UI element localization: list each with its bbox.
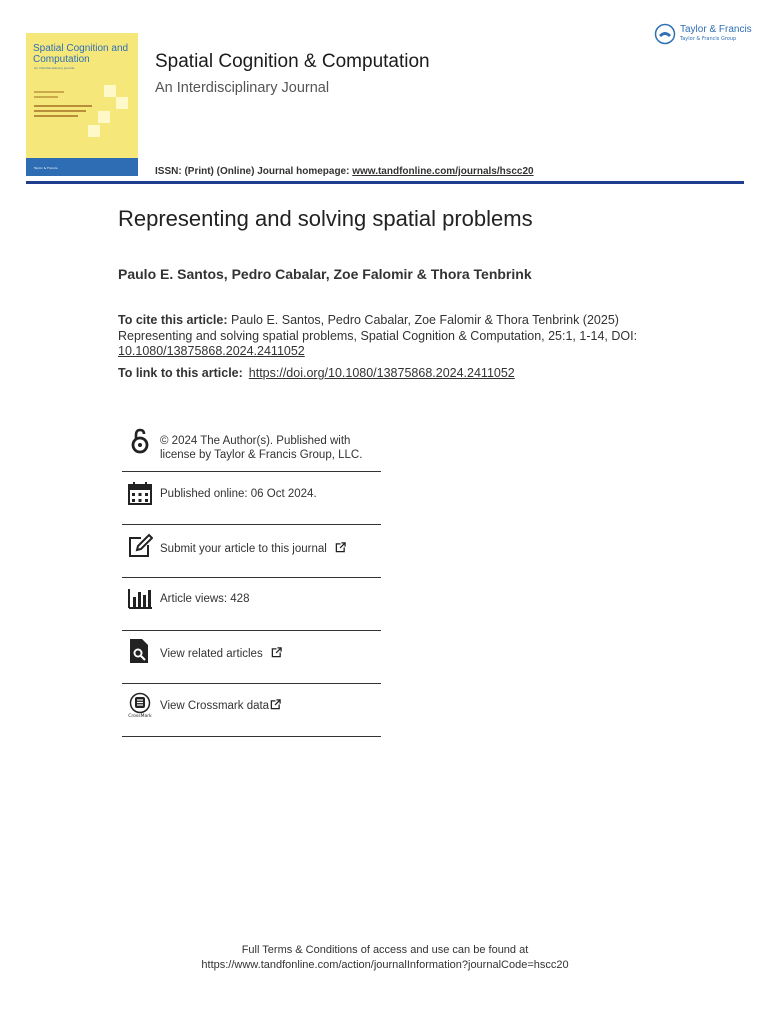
cover-text-line bbox=[34, 115, 78, 117]
related-articles-link[interactable] bbox=[160, 647, 282, 661]
info-divider bbox=[122, 630, 381, 631]
info-divider bbox=[122, 471, 381, 472]
info-divider bbox=[122, 683, 381, 684]
cover-subtitle: An Interdisciplinary Journal bbox=[34, 66, 75, 70]
journal-homepage-link[interactable]: www.tandfonline.com/journals/hscc20 bbox=[352, 166, 534, 177]
citation-block bbox=[118, 313, 658, 360]
article-title: Representing and solving spatial problems bbox=[118, 206, 533, 231]
publisher-logo[interactable] bbox=[654, 23, 754, 47]
publisher-logo-name: Taylor & Francis bbox=[680, 24, 752, 35]
crossmark-icon bbox=[127, 692, 153, 718]
journal-cover-image bbox=[26, 33, 138, 176]
citation-text: Paulo E. Santos, Pedro Cabalar, Zoe Falomir & Thora Tenbrink (2025) Representing and solving spatial problems, Spatial Cognition & Computation, 25:1, 1-14, DOI: bbox=[118, 313, 638, 343]
journal-title: Spatial Cognition & Computation bbox=[155, 51, 430, 72]
related-articles-label: View related articles bbox=[160, 648, 263, 660]
external-link-icon bbox=[271, 647, 282, 658]
issn-line bbox=[155, 166, 534, 177]
bar-chart-icon bbox=[127, 585, 153, 611]
article-authors: Paulo E. Santos, Pedro Cabalar, Zoe Falomir & Thora Tenbrink bbox=[118, 266, 532, 282]
header-divider bbox=[26, 181, 744, 184]
publisher-logo-group: Taylor & Francis Group bbox=[680, 36, 737, 42]
info-divider bbox=[122, 524, 381, 525]
issn-text: ISSN: (Print) (Online) Journal homepage: bbox=[155, 166, 353, 177]
cover-graphic bbox=[88, 125, 100, 137]
cover-graphic bbox=[104, 85, 116, 97]
footer-terms bbox=[0, 943, 770, 973]
cover-graphic bbox=[98, 111, 110, 123]
crossmark-icon-caption: CrossMark bbox=[128, 714, 152, 718]
cover-text-line bbox=[34, 110, 86, 112]
article-link-line bbox=[118, 366, 515, 380]
cover-text-line bbox=[34, 96, 58, 98]
published-date: Published online: 06 Oct 2024. bbox=[160, 488, 317, 500]
info-divider bbox=[122, 736, 381, 737]
article-views: Article views: 428 bbox=[160, 593, 250, 605]
calendar-icon bbox=[127, 480, 153, 506]
external-link-icon bbox=[270, 699, 281, 710]
submit-article-label: Submit your article to this journal bbox=[160, 543, 327, 555]
crossmark-link[interactable] bbox=[160, 699, 281, 713]
submit-article-link[interactable] bbox=[160, 542, 346, 556]
journal-subtitle: An Interdisciplinary Journal bbox=[155, 80, 330, 96]
license-text bbox=[160, 434, 362, 462]
external-link-icon bbox=[335, 542, 346, 553]
cover-text-line bbox=[34, 105, 92, 107]
license-line-1: © 2024 The Author(s). Published with bbox=[160, 435, 351, 447]
edit-icon bbox=[127, 533, 153, 559]
article-link-label: To link to this article: bbox=[118, 366, 243, 380]
cover-publisher-label: Taylor & Francis bbox=[34, 166, 58, 170]
info-divider bbox=[122, 577, 381, 578]
citation-label: To cite this article: bbox=[118, 313, 228, 327]
cover-graphic bbox=[116, 97, 128, 109]
citation-doi-link[interactable]: 10.1080/13875868.2024.2411052 bbox=[118, 344, 305, 358]
crossmark-label: View Crossmark data bbox=[160, 700, 270, 712]
cover-text-line bbox=[34, 91, 64, 93]
footer-line-1: Full Terms & Conditions of access and use can be found at bbox=[241, 944, 529, 956]
open-access-icon bbox=[127, 428, 153, 454]
related-articles-icon bbox=[127, 638, 153, 664]
cover-title: Spatial Cognition and Computation bbox=[33, 43, 129, 65]
article-doi-url[interactable]: https://doi.org/10.1080/13875868.2024.2411052 bbox=[248, 366, 515, 380]
publisher-logo-icon bbox=[654, 23, 676, 45]
footer-terms-link[interactable]: https://www.tandfonline.com/action/journalInformation?journalCode=hscc20 bbox=[201, 959, 569, 971]
license-line-2: license by Taylor & Francis Group, LLC. bbox=[160, 449, 363, 461]
